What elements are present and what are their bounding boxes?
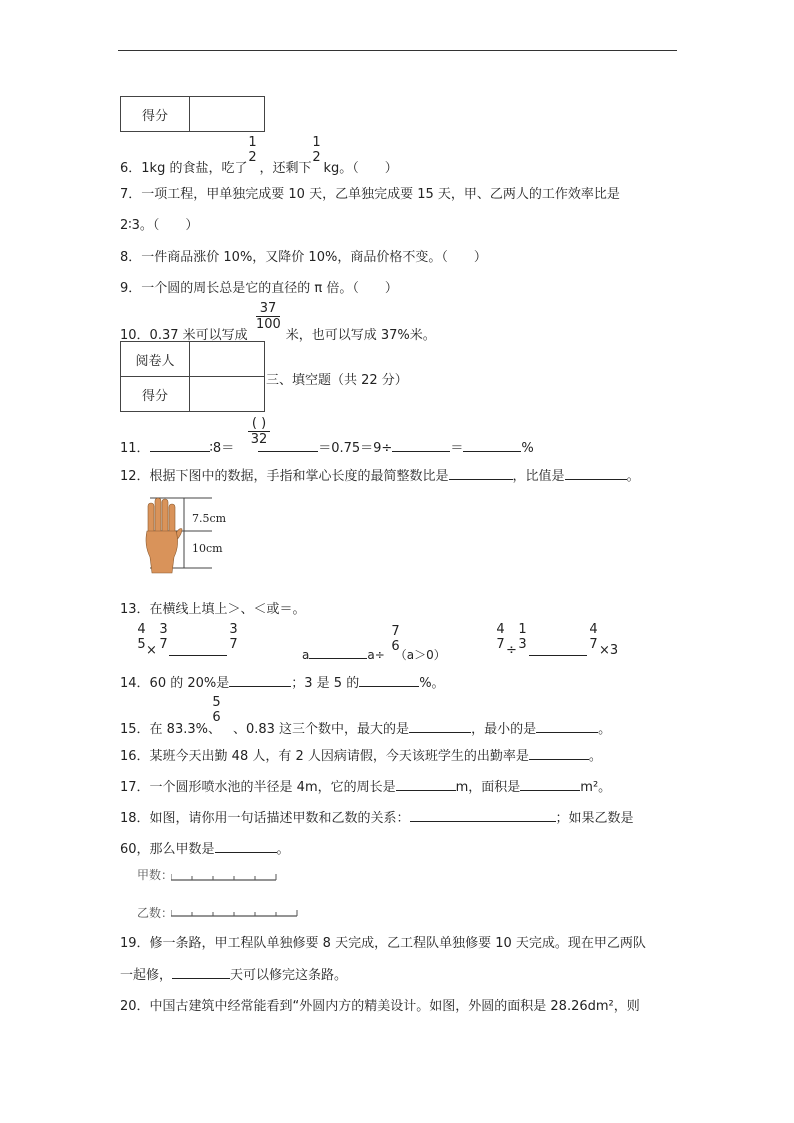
answer-blank[interactable]: [392, 439, 450, 452]
answer-blank[interactable]: [215, 840, 277, 853]
question-12: 12．根据下图中的数据，手指和掌心长度的最简整数比是 ，比值是 。: [120, 469, 640, 484]
answer-blank[interactable]: [520, 778, 580, 791]
operator: ×: [146, 643, 157, 658]
reviewer-score-box: [120, 341, 265, 412]
answer-blank[interactable]: [229, 674, 291, 687]
score-label: 得分: [121, 377, 190, 412]
question-13: 13．在横线上填上＞、＜或＝。: [120, 602, 306, 617]
segment-bars: [171, 864, 331, 920]
segment-bar-figure: [133, 864, 333, 920]
question-20: 20．中国古建筑中经常能看到“外圆内方的精美设计。如图，外圆的面积是 28.26dm²，则: [120, 999, 640, 1014]
question-16: 16．某班今天出勤 48 人，有 2 人因病请假，今天该班学生的出勤率是 。: [120, 749, 602, 764]
fraction: 4 7: [589, 622, 598, 652]
yi-bar: [171, 910, 297, 916]
answer-blank[interactable]: [536, 720, 598, 733]
section-title: 三、填空题（共 22 分）: [266, 373, 408, 388]
score-cell[interactable]: [190, 97, 265, 132]
answer-blank[interactable]: [449, 467, 513, 480]
question-18-line2: 60，那么甲数是 。: [120, 842, 290, 857]
question-9: 9．一个圆的周长总是它的直径的 π 倍。（ ）: [120, 281, 398, 296]
hand-figure: [136, 495, 246, 575]
question-8: 8．一件商品涨价 10%，又降价 10%，商品价格不变。（ ）: [120, 250, 487, 265]
question-11: 11． ∶8＝ ＝0.75＝9÷ ＝ %: [120, 441, 534, 456]
question-7-line1: 7．一项工程，甲单独完成要 10 天，乙单独完成要 15 天，甲、乙两人的工作效率比是: [120, 187, 620, 202]
answer-blank[interactable]: [396, 778, 456, 791]
operator-tail: ×3: [599, 643, 619, 658]
fraction: 1 3: [518, 622, 527, 652]
answer-blank[interactable]: [463, 439, 521, 452]
answer-blank[interactable]: [409, 720, 471, 733]
fraction-q11: ( ) 32: [248, 416, 270, 447]
question-10: 10．0.37 米可以写成 米，也可以写成 37%米。: [120, 328, 436, 343]
yi-label: 乙数：: [137, 906, 174, 920]
palm-length-label: 10cm: [192, 542, 223, 555]
score-label: 得分: [121, 97, 190, 132]
jia-label: 甲数：: [137, 868, 174, 882]
finger-length-label: 7.5cm: [192, 512, 227, 525]
answer-blank[interactable]: [529, 747, 589, 760]
reviewer-cell[interactable]: [190, 342, 265, 377]
question-19-line2: 一起修， 天可以修完这条路。: [120, 968, 348, 983]
hand-icon: [136, 495, 246, 575]
answer-blank[interactable]: [529, 643, 587, 656]
jia-bar: [171, 874, 276, 880]
answer-blank[interactable]: [565, 467, 627, 480]
header-rule: [118, 50, 677, 51]
question-7-line2: 2∶3。（ ）: [120, 218, 199, 233]
question-19-line1: 19．修一条路，甲工程队单独修要 8 天完成，乙工程队单独修要 10 天完成。现在甲乙两队: [120, 936, 646, 951]
answer-blank[interactable]: [410, 809, 556, 822]
answer-blank[interactable]: [309, 646, 367, 659]
fraction: 3 7: [159, 622, 168, 652]
score-cell[interactable]: [190, 377, 265, 412]
fraction: 3 7: [229, 622, 238, 652]
fraction-q6-a: 1 2: [248, 135, 257, 165]
answer-blank[interactable]: [172, 966, 230, 979]
answer-blank[interactable]: [150, 439, 210, 452]
question-15: 15．在 83.3%、 、0.83 这三个数中，最大的是 ，最小的是 。: [120, 722, 612, 737]
fraction-q6-b: 1 2: [312, 135, 321, 165]
question-18-line1: 18．如图，请你用一句话描述甲数和乙数的关系： ；如果乙数是: [120, 811, 634, 826]
answer-blank[interactable]: [169, 643, 227, 656]
fraction-q10: $\frac{37}{100}$: [256, 301, 281, 332]
score-box: [120, 96, 265, 132]
question-17: 17．一个圆形喷水池的半径是 4m，它的周长是 m，面积是 m²。: [120, 780, 612, 795]
reviewer-label: 阅卷人: [121, 342, 190, 377]
fraction: 7 6: [391, 624, 400, 654]
question-6: 6．1kg 的食盐，吃了 ，还剩下 kg。（ ）: [120, 161, 398, 176]
answer-blank[interactable]: [359, 674, 419, 687]
operator: ÷: [506, 643, 517, 658]
expression-2: a a÷ （a＞0）: [302, 648, 446, 662]
question-14: 14．60 的 20%是 ；3 是 5 的 %。: [120, 676, 445, 691]
fraction: 4 7: [496, 622, 505, 652]
fraction: 4 5: [137, 622, 146, 652]
fraction-q15: 5 6: [212, 695, 221, 725]
